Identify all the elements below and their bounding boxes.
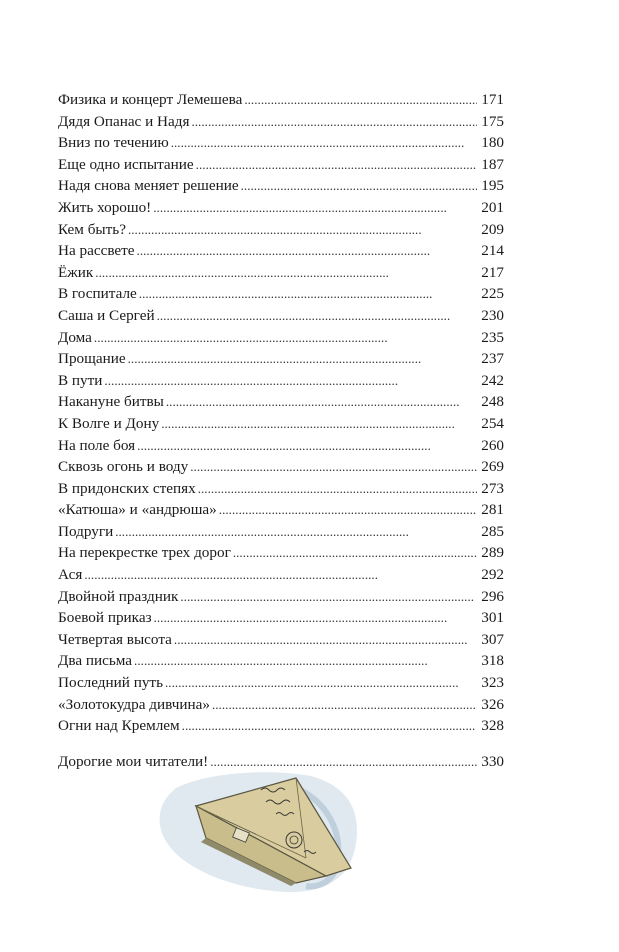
- toc-entry-title: Огни над Кремлем: [58, 717, 180, 735]
- toc-entry: [58, 327, 504, 349]
- toc-entry: [58, 348, 504, 370]
- dot-leader: [94, 327, 477, 349]
- dot-leader: [95, 262, 477, 284]
- toc-entry-page-number: 171: [481, 91, 504, 108]
- toc-entry-title: Боевой приказ: [58, 609, 152, 627]
- toc-entry-title: В придонских степях: [58, 479, 196, 497]
- toc-entry-page-number: 242: [481, 371, 504, 389]
- toc-entry: [58, 262, 504, 284]
- toc-entry-page-number: 237: [481, 350, 504, 368]
- toc-entry-page-number: 289: [481, 544, 504, 562]
- toc-entry-title: Кем быть?: [58, 220, 126, 238]
- toc-entry-title: Дядя Опанас и Надя: [58, 112, 190, 130]
- toc-entry-page-number: 269: [481, 458, 504, 476]
- toc-entry: [58, 370, 504, 392]
- toc-entry-page-number: 209: [481, 220, 504, 238]
- toc-entry-page-number: 330: [481, 752, 504, 770]
- dot-leader: [115, 521, 477, 543]
- toc-entry: [58, 607, 504, 629]
- toc-entry-page-number: 230: [481, 306, 504, 324]
- toc-entry-page-number: 195: [481, 177, 504, 195]
- toc-entry: [58, 542, 504, 564]
- toc-entry-title: Надя снова меняет решение: [58, 177, 239, 195]
- dot-leader: [128, 348, 478, 370]
- dot-leader: [153, 197, 477, 219]
- dot-leader: [233, 542, 477, 564]
- toc-entry-page-number: 201: [481, 198, 504, 216]
- toc-entry-page-number: 180: [481, 134, 504, 152]
- toc-entry-title: На рассвете: [58, 242, 135, 260]
- toc-entry-title: Накануне битвы: [58, 393, 164, 411]
- dot-leader: [137, 240, 478, 262]
- dot-leader: [165, 672, 477, 694]
- toc-entry-title: Сквозь огонь и воду: [58, 458, 189, 476]
- toc-entry: [58, 435, 504, 457]
- toc-entry: [58, 175, 504, 197]
- toc-entry-title: Саша и Сергей: [58, 306, 155, 324]
- toc-entry-page-number: 296: [481, 587, 504, 605]
- dot-leader: [128, 219, 477, 241]
- toc-entry-page-number: 292: [481, 566, 504, 584]
- dot-leader: [174, 629, 477, 651]
- toc-entry: [58, 89, 504, 111]
- dot-leader: [166, 391, 477, 413]
- toc-entry-title: Четвертая высота: [58, 630, 172, 648]
- toc-entry-page-number: 254: [481, 414, 504, 432]
- dot-leader: [182, 715, 478, 737]
- toc-entry: [58, 305, 504, 327]
- dot-leader: [161, 413, 477, 435]
- toc-entry: [58, 219, 504, 241]
- dot-leader: [139, 283, 477, 305]
- toc-entry-title: Еще одно испытание: [58, 155, 194, 173]
- toc-entry-page-number: 307: [481, 630, 504, 648]
- toc-entry-title: На поле боя: [58, 436, 136, 454]
- toc-entry: [58, 456, 504, 478]
- dot-leader: [104, 370, 477, 392]
- toc-entry: [58, 650, 504, 672]
- toc-entry-page-number: 217: [481, 263, 504, 281]
- toc-entry-page-number: 175: [481, 112, 504, 130]
- toc-entry-title: Ёжик: [58, 263, 94, 281]
- toc-entry-page-number: 318: [481, 652, 504, 670]
- toc-entry-page-number: 323: [481, 674, 504, 692]
- toc-entry-title: Дорогие мои читатели!: [58, 752, 209, 770]
- toc-entry: [58, 715, 504, 737]
- table-of-contents: [58, 89, 504, 772]
- dot-leader: [198, 478, 478, 500]
- dot-leader: [190, 456, 477, 478]
- toc-entry: [58, 521, 504, 543]
- toc-entry: [58, 154, 504, 176]
- toc-entry-page-number: 187: [481, 155, 504, 173]
- toc-entry-page-number: 285: [481, 522, 504, 540]
- folded-letter-triangle-icon: [146, 768, 366, 898]
- dot-leader: [219, 499, 477, 521]
- toc-entry-page-number: 248: [481, 393, 504, 411]
- toc-entry: [58, 111, 504, 133]
- toc-entry: [58, 132, 504, 154]
- toc-entry: [58, 391, 504, 413]
- toc-entry: [58, 240, 504, 262]
- toc-entry-page-number: 225: [481, 285, 504, 303]
- toc-entry-title: «Катюша» и «андрюша»: [58, 501, 217, 519]
- toc-entry-page-number: 214: [481, 242, 504, 260]
- dot-leader: [154, 607, 478, 629]
- dot-leader: [191, 111, 477, 133]
- toc-entry-title: В пути: [58, 371, 103, 389]
- dot-leader: [171, 132, 478, 154]
- toc-entry: [58, 586, 504, 608]
- toc-entry-page-number: 326: [481, 695, 504, 713]
- toc-entry: [58, 564, 504, 586]
- toc-entry: [58, 283, 504, 305]
- toc-entry: [58, 197, 504, 219]
- toc-entry: [58, 499, 504, 521]
- toc-entry-title: В госпитале: [58, 285, 137, 303]
- dot-leader: [180, 586, 477, 608]
- toc-entry-title: Физика и концерт Лемешева: [58, 91, 243, 108]
- toc-entry-title: Жить хорошо!: [58, 198, 152, 216]
- section-gap: [58, 737, 504, 751]
- toc-entry-title: Подруги: [58, 522, 114, 540]
- dot-leader: [212, 694, 477, 716]
- toc-entry: [58, 413, 504, 435]
- toc-entry-title: К Волге и Дону: [58, 414, 160, 432]
- toc-entry-title: Последний путь: [58, 674, 163, 692]
- dot-leader: [134, 650, 477, 672]
- dot-leader: [244, 89, 477, 111]
- dot-leader: [137, 435, 477, 457]
- toc-entry-title: Прощание: [58, 350, 126, 368]
- toc-entry-title: Два письма: [58, 652, 133, 670]
- toc-entry: [58, 629, 504, 651]
- toc-entry-title: «Золотокудра дивчина»: [58, 695, 210, 713]
- toc-entry-title: Дома: [58, 328, 92, 346]
- dot-leader: [241, 175, 478, 197]
- dot-leader: [196, 154, 478, 176]
- toc-entry-page-number: 328: [481, 717, 504, 735]
- toc-entry-title: Ася: [58, 566, 83, 584]
- toc-entry-title: Вниз по течению: [58, 134, 169, 152]
- toc-entry-title: Двойной праздник: [58, 587, 179, 605]
- toc-entry-page-number: 301: [481, 609, 504, 627]
- dot-leader: [84, 564, 477, 586]
- toc-entry-page-number: 235: [481, 328, 504, 346]
- toc-entry-page-number: 260: [481, 436, 504, 454]
- toc-entry-page-number: 273: [481, 479, 504, 497]
- toc-entry: [58, 672, 504, 694]
- toc-entry: [58, 478, 504, 500]
- dot-leader: [157, 305, 478, 327]
- toc-entry: [58, 694, 504, 716]
- toc-entry-page-number: 281: [481, 501, 504, 519]
- toc-entry-title: На перекрестке трех дорог: [58, 544, 231, 562]
